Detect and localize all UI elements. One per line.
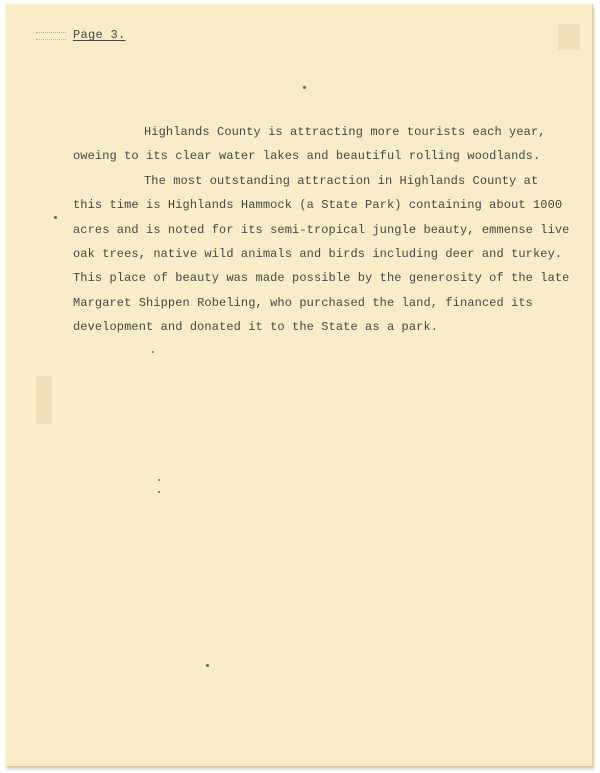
text-line: This place of beauty was made possible by the generosity of the late xyxy=(73,271,570,286)
paper-speck xyxy=(152,351,154,353)
paper-edge-stain xyxy=(36,376,52,424)
text-line: acres and is noted for its semi-tropical jungle beauty, emmense live xyxy=(73,222,570,237)
text-line: oweing to its clear water lakes and beautiful rolling woodlands. xyxy=(73,149,541,164)
paper-fold-mark xyxy=(36,32,66,40)
paper-speck xyxy=(303,86,306,89)
text-line: Margaret Shippen Robeling, who purchased the land, financed its xyxy=(73,295,533,310)
document-body xyxy=(73,120,570,340)
paragraph-2 xyxy=(73,169,570,340)
text-line: development and donated it to the State as a park. xyxy=(73,320,439,335)
paragraph-1 xyxy=(73,120,546,169)
page-number-header: Page 3. xyxy=(73,28,126,42)
document-page xyxy=(6,4,593,767)
paper-speck xyxy=(158,491,160,493)
paper-speck xyxy=(206,664,209,667)
text-line: oak trees, native wild animals and birds including deer and turkey. xyxy=(73,247,563,262)
paper-speck xyxy=(158,479,160,481)
text-line: this time is Highlands Hammock (a State Park) containing about 1000 xyxy=(73,198,563,213)
text-line: Highlands County is attracting more tourists each year, xyxy=(144,125,546,139)
paper-speck xyxy=(54,216,57,219)
paper-edge-stain xyxy=(558,24,580,50)
text-line: The most outstanding attraction in Highlands County at xyxy=(144,173,539,188)
